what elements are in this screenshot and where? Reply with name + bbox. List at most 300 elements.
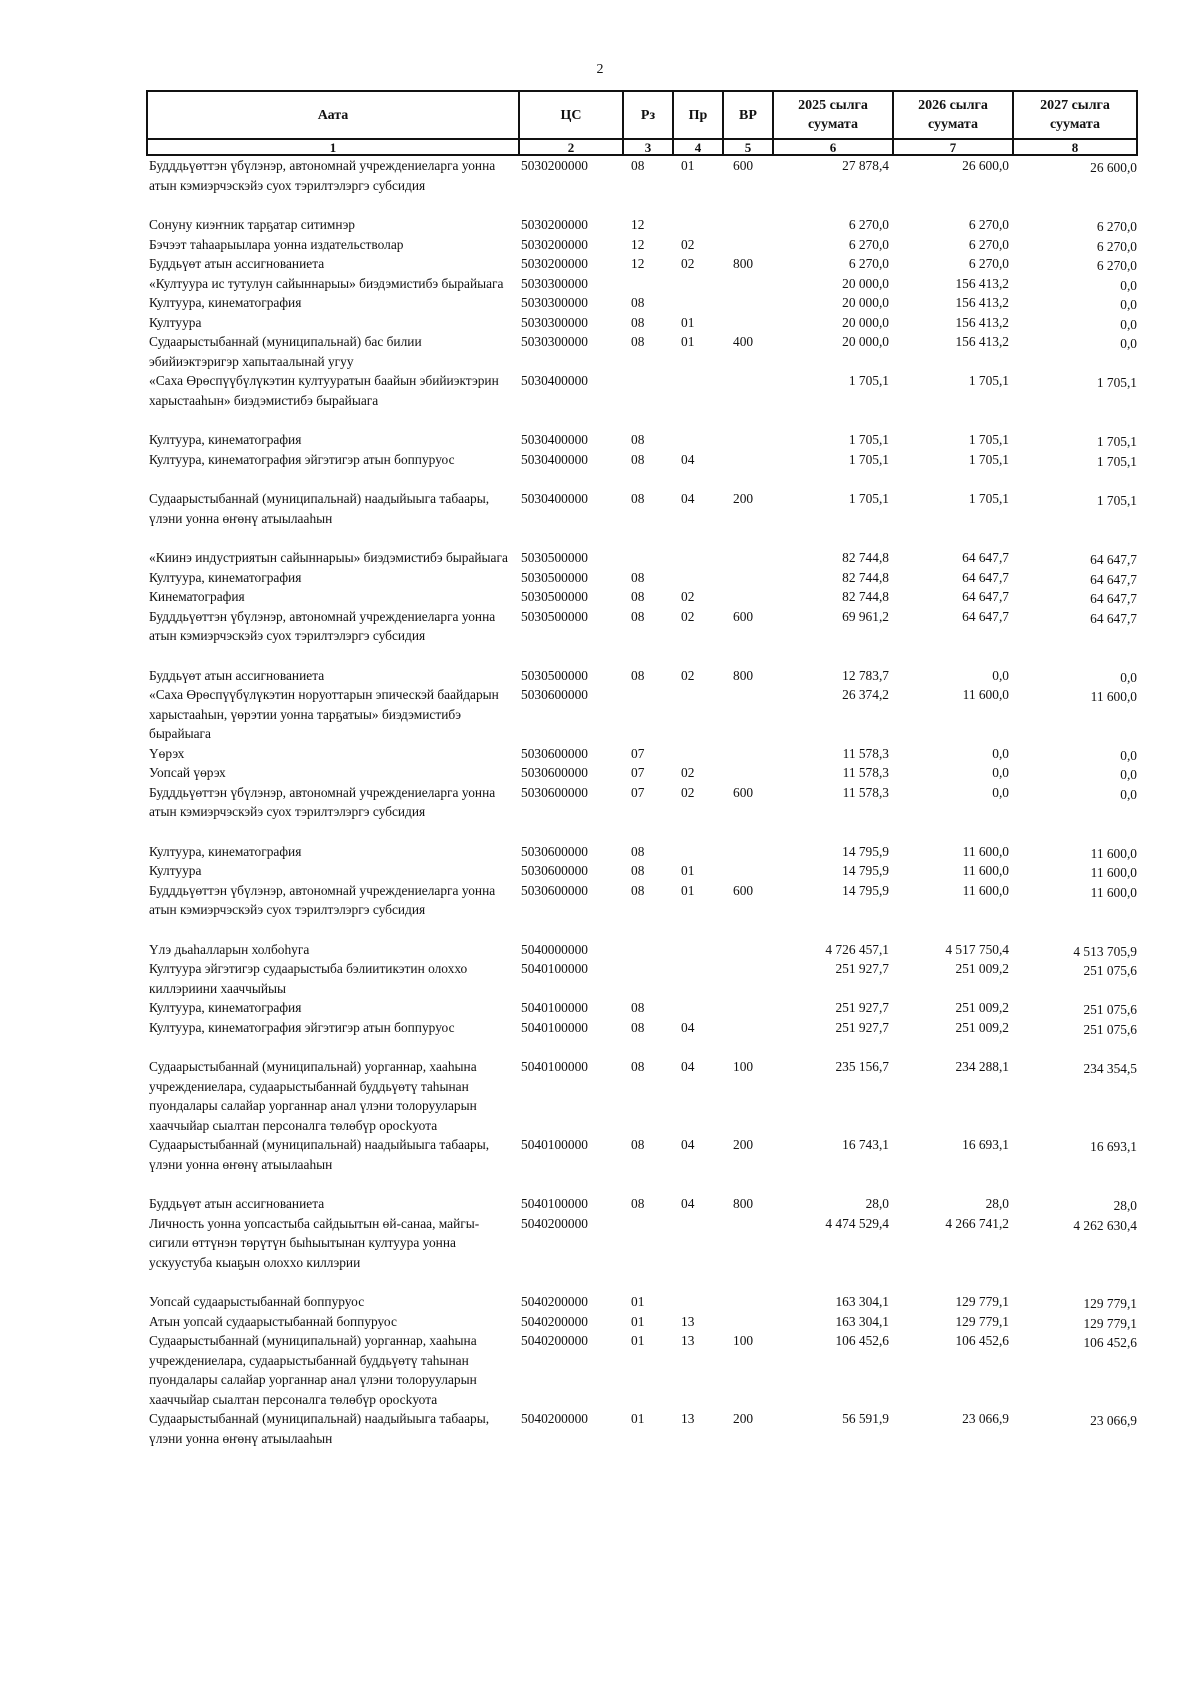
row-name: Култуура эйгэтигэр судаарыстыба бэлиитикэтин олоххо киллэриини хааччыйыы	[149, 961, 468, 996]
row-amount-2027	[1013, 666, 1137, 686]
row-amount-2027	[1013, 215, 1137, 235]
table-row	[147, 783, 1137, 842]
row-vr	[723, 313, 773, 333]
row-amount-2027-text: 251 075,6	[1083, 1021, 1137, 1037]
row-vr: 200	[733, 1137, 754, 1152]
row-amount-2027	[1013, 568, 1137, 588]
row-cs: 5040100000	[521, 1059, 588, 1074]
row-amount-2025: 1 705,1	[848, 432, 889, 447]
row-cs: 5040100000	[521, 1196, 588, 1211]
row-amount-2026: 23 066,9	[962, 1411, 1009, 1426]
table-row	[147, 607, 1137, 666]
page-number-text: 2	[596, 62, 604, 77]
row-amount-2025: 20 000,0	[842, 275, 889, 291]
row-amount-2026: 0,0	[992, 765, 1009, 780]
row-amount-2027-text: 0,0	[1120, 669, 1137, 685]
row-vr: 600	[733, 158, 754, 173]
row-amount-2026: 1 705,1	[968, 491, 1009, 506]
row-amount-2026: 6 270,0	[968, 217, 1009, 232]
row-name: Будддьүөттэн үбүлэнэр, автономнай учреждениеларга уонна атын кэмиэрчэскэйэ суох тэрилтэлэргэ субсидия	[149, 882, 496, 917]
row-amount-2025: 14 795,9	[842, 843, 889, 859]
row-cs: 5030600000	[521, 687, 588, 702]
row-pr: 04	[681, 1196, 695, 1211]
row-amount-2025: 69 961,2	[842, 608, 889, 624]
row-amount-2027	[1013, 842, 1137, 862]
row-name: «Култуура ис тутулун сайыннарыы» биэдэмистибэ бырайыага	[149, 275, 504, 291]
row-pr	[673, 959, 723, 998]
row-rz: 01	[631, 1313, 645, 1329]
row-amount-2026: 129 779,1	[955, 1294, 1009, 1309]
row-pr: 02	[681, 667, 695, 683]
row-amount-2026: 156 413,2	[955, 334, 1009, 349]
row-rz: 12	[631, 217, 645, 232]
row-amount-2027	[1013, 881, 1137, 940]
table-row	[147, 313, 1137, 333]
row-vr	[723, 371, 773, 430]
row-rz: 12	[631, 236, 645, 252]
row-name: Будддьүөттэн үбүлэнэр, автономнай учреждениеларга уонна атын кэмиэрчэскэйэ суох тэрилтэлэргэ субсидия	[149, 158, 496, 193]
row-name: Судаарыстыбаннай (муниципальнай) бас билии эбийиэктэригэр хапытаалынай угуу	[149, 334, 422, 369]
row-amount-2026: 1 705,1	[968, 432, 1009, 447]
row-amount-2026: 129 779,1	[955, 1313, 1009, 1329]
row-pr: 04	[681, 1019, 695, 1035]
table-row	[147, 235, 1137, 255]
row-amount-2027-text: 1 705,1	[1096, 453, 1137, 469]
row-amount-2025: 1 705,1	[848, 491, 889, 506]
row-amount-2027-text: 0,0	[1120, 786, 1137, 802]
header-name: Аата	[147, 91, 519, 139]
row-cs: 5040100000	[521, 1000, 588, 1015]
row-rz	[623, 685, 673, 744]
row-pr	[673, 548, 723, 568]
row-pr	[673, 274, 723, 294]
row-amount-2025: 56 591,9	[842, 1411, 889, 1426]
row-pr: 04	[681, 1059, 695, 1074]
row-rz: 08	[631, 491, 645, 506]
row-amount-2027	[1013, 450, 1137, 490]
row-amount-2027-text: 0,0	[1120, 336, 1137, 351]
row-amount-2027	[1013, 313, 1137, 333]
row-rz: 01	[631, 1411, 645, 1426]
row-pr	[673, 293, 723, 313]
row-cs: 5040100000	[521, 961, 588, 976]
row-amount-2025: 16 743,1	[842, 1137, 889, 1152]
row-amount-2025: 27 878,4	[842, 158, 889, 173]
row-cs: 5030400000	[521, 373, 588, 388]
row-amount-2026: 0,0	[992, 667, 1009, 683]
row-pr	[673, 685, 723, 744]
row-vr	[723, 959, 773, 998]
row-pr: 04	[681, 1137, 695, 1152]
row-cs: 5030200000	[521, 236, 588, 252]
row-name: Култуура, кинематография эйгэтигэр атын боппуруос	[149, 451, 455, 467]
row-name: Буддьүөт атын ассигнованиета	[149, 667, 325, 683]
row-cs: 5030600000	[521, 765, 588, 780]
row-amount-2027	[1013, 254, 1137, 274]
row-name: Култуура, кинематография	[149, 569, 302, 585]
row-name: Култуура, кинематография эйгэтигэр атын боппуруос	[149, 1019, 455, 1035]
budget-table	[146, 90, 1138, 1448]
row-amount-2027-text: 1 705,1	[1096, 375, 1137, 390]
row-name: Сонуну киэҥник тарҕатар ситимнэр	[149, 217, 356, 232]
row-cs: 5040200000	[521, 1294, 588, 1309]
row-amount-2025: 6 270,0	[848, 256, 889, 271]
header-number-6: 6	[773, 139, 893, 155]
row-amount-2027-text: 64 647,7	[1090, 571, 1137, 587]
header-number-5: 5	[723, 139, 773, 155]
row-name: Култуура, кинематография	[149, 295, 302, 310]
row-amount-2025: 82 744,8	[842, 589, 889, 604]
row-rz: 08	[631, 1137, 645, 1152]
row-vr	[723, 450, 773, 490]
row-name: Будддьүөттэн үбүлэнэр, автономнай учреждениеларга уонна атын кэмиэрчэскэйэ суох тэрилтэлэргэ субсидия	[149, 784, 496, 819]
row-rz	[623, 940, 673, 960]
row-rz: 07	[631, 784, 645, 800]
row-rz: 08	[631, 667, 645, 683]
budget-table-container	[146, 90, 1136, 1448]
table-row	[147, 1292, 1137, 1312]
header-rz: Рз	[623, 91, 673, 139]
header-number-4: 4	[673, 139, 723, 155]
row-amount-2027-text: 23 066,9	[1090, 1413, 1137, 1428]
row-amount-2027	[1013, 293, 1137, 313]
row-name: Култуура	[149, 863, 202, 878]
row-amount-2026: 64 647,7	[962, 569, 1009, 585]
table-row	[147, 1409, 1137, 1448]
row-cs: 5030600000	[521, 784, 588, 800]
table-body	[147, 155, 1137, 1448]
row-amount-2025: 12 783,7	[842, 667, 889, 683]
row-cs: 5030300000	[521, 295, 588, 310]
row-pr	[673, 568, 723, 588]
header-number-3: 3	[623, 139, 673, 155]
row-name: Кинематография	[149, 589, 245, 604]
row-amount-2027	[1013, 1018, 1137, 1058]
row-amount-2027	[1013, 1331, 1137, 1409]
row-amount-2025: 251 927,7	[835, 961, 889, 976]
row-amount-2025: 6 270,0	[848, 236, 889, 252]
row-amount-2026: 251 009,2	[955, 1019, 1009, 1035]
row-name: Култуура, кинематография	[149, 843, 302, 859]
row-pr: 01	[681, 158, 695, 173]
row-amount-2027	[1013, 371, 1137, 430]
row-rz: 01	[631, 1333, 645, 1348]
header-2025: 2025 сылга суумата	[773, 91, 893, 139]
row-pr: 02	[681, 784, 695, 800]
row-amount-2027-text: 251 075,6	[1083, 1002, 1137, 1017]
row-pr: 13	[681, 1313, 695, 1329]
row-name: Буддьүөт атын ассигнованиета	[149, 256, 325, 271]
row-name: Уопсай судаарыстыбаннай боппуруос	[149, 1294, 365, 1309]
row-amount-2027-text: 4 513 705,9	[1073, 943, 1137, 959]
row-amount-2027	[1013, 235, 1137, 255]
row-amount-2025: 6 270,0	[848, 217, 889, 232]
row-amount-2027	[1013, 548, 1137, 568]
row-cs: 5030400000	[521, 432, 588, 447]
row-amount-2025: 11 578,3	[842, 765, 889, 780]
row-amount-2027-text: 11 600,0	[1090, 884, 1137, 900]
row-amount-2027-text: 11 600,0	[1090, 689, 1137, 704]
row-rz	[623, 371, 673, 430]
row-name: Уопсай үөрэх	[149, 765, 226, 780]
row-vr	[723, 1214, 773, 1293]
row-amount-2027-text: 129 779,1	[1083, 1296, 1137, 1311]
table-row	[147, 763, 1137, 783]
table-row	[147, 861, 1137, 881]
row-amount-2026: 251 009,2	[955, 1000, 1009, 1015]
row-amount-2027	[1013, 1409, 1137, 1448]
row-pr: 04	[681, 451, 695, 467]
row-vr	[723, 1018, 773, 1058]
row-cs: 5030200000	[521, 256, 588, 271]
table-row	[147, 371, 1137, 430]
row-name: Буддьүөт атын ассигнованиета	[149, 1196, 325, 1211]
row-cs: 5030400000	[521, 491, 588, 506]
row-rz	[623, 548, 673, 568]
row-rz: 07	[631, 765, 645, 780]
table-row	[147, 587, 1137, 607]
row-amount-2027	[1013, 861, 1137, 881]
row-amount-2025: 82 744,8	[842, 550, 889, 565]
row-amount-2027-text: 0,0	[1120, 747, 1137, 763]
row-amount-2027-text: 0,0	[1120, 316, 1137, 332]
row-amount-2027	[1013, 959, 1137, 998]
row-amount-2027	[1013, 155, 1137, 215]
row-cs: 5030300000	[521, 334, 588, 349]
row-amount-2027-text: 0,0	[1120, 767, 1137, 782]
row-pr	[673, 744, 723, 764]
row-name: Бэчээт таһаарыылара уонна издательстволар	[149, 236, 404, 252]
row-vr: 600	[733, 882, 754, 898]
row-amount-2025: 11 578,3	[842, 784, 889, 800]
row-vr	[723, 861, 773, 881]
row-vr	[723, 685, 773, 744]
row-cs: 5030500000	[521, 550, 588, 565]
row-amount-2026: 64 647,7	[962, 550, 1009, 565]
table-row	[147, 293, 1137, 313]
row-amount-2025: 235 156,7	[835, 1059, 889, 1074]
row-cs: 5030500000	[521, 589, 588, 604]
row-name: «Саха Өрөспүүбүлүкэтин култууратын баайын эбийиэктэрин харыстааһын» биэдэмистибэ бырайыага	[149, 373, 499, 408]
row-amount-2027-text: 26 600,0	[1090, 160, 1137, 175]
row-pr: 02	[681, 589, 695, 604]
row-amount-2027	[1013, 1057, 1137, 1135]
row-amount-2027-text: 64 647,7	[1090, 610, 1137, 626]
row-amount-2025: 20 000,0	[842, 334, 889, 349]
row-cs: 5030600000	[521, 863, 588, 878]
row-cs: 5030400000	[521, 451, 588, 467]
row-vr	[723, 744, 773, 764]
table-row	[147, 332, 1137, 371]
header-cs: ЦС	[519, 91, 623, 139]
row-name: Судаарыстыбаннай (муниципальнай) уорганнар, хааһына учреждениелара, судаарыстыбаннай буддьүөтү таһынан пуондалары салайар уорганнар анал үлэни толорууларын хааччыйар сыалтан персоналга төлөбүр оросkуота	[149, 1059, 477, 1133]
row-amount-2026: 11 600,0	[962, 843, 1009, 859]
row-amount-2027-text: 6 270,0	[1096, 258, 1137, 273]
row-cs: 5040200000	[521, 1411, 588, 1426]
row-vr: 800	[733, 1196, 754, 1211]
row-vr: 600	[733, 608, 754, 624]
table-row	[147, 1194, 1137, 1214]
row-rz: 08	[631, 1059, 645, 1074]
table-row	[147, 1331, 1137, 1409]
row-amount-2026: 0,0	[992, 784, 1009, 800]
row-amount-2027	[1013, 1194, 1137, 1214]
row-name: Култуура, кинематография	[149, 1000, 302, 1015]
header-2026: 2026 сылга суумата	[893, 91, 1013, 139]
row-pr: 13	[681, 1333, 695, 1348]
row-pr: 02	[681, 256, 695, 271]
row-cs: 5030200000	[521, 217, 588, 232]
row-amount-2026: 156 413,2	[955, 314, 1009, 330]
row-vr	[723, 215, 773, 235]
row-amount-2027	[1013, 763, 1137, 783]
row-rz: 01	[631, 1294, 645, 1309]
row-vr	[723, 842, 773, 862]
row-cs: 5040200000	[521, 1313, 588, 1329]
row-amount-2026: 1 705,1	[968, 451, 1009, 467]
row-vr: 200	[733, 1411, 754, 1426]
row-vr	[723, 274, 773, 294]
row-pr	[673, 842, 723, 862]
row-amount-2027-text: 6 270,0	[1096, 219, 1137, 234]
row-vr	[723, 998, 773, 1018]
row-pr: 01	[681, 314, 695, 330]
row-vr: 400	[733, 334, 754, 349]
row-amount-2027-text: 251 075,6	[1083, 963, 1137, 978]
row-vr: 600	[733, 784, 754, 800]
row-pr: 02	[681, 765, 695, 780]
table-row	[147, 215, 1137, 235]
row-amount-2026: 11 600,0	[962, 687, 1009, 702]
header-number-2: 2	[519, 139, 623, 155]
header-2027: 2027 сылга суумата	[1013, 91, 1137, 139]
row-pr	[673, 430, 723, 450]
row-vr	[723, 293, 773, 313]
row-amount-2027-text: 0,0	[1120, 277, 1137, 293]
row-rz: 08	[631, 1000, 645, 1015]
row-amount-2027-text: 4 262 630,4	[1073, 1217, 1137, 1233]
row-pr	[673, 1292, 723, 1312]
row-rz: 08	[631, 334, 645, 349]
row-amount-2025: 11 578,3	[842, 745, 889, 761]
row-cs: 5040200000	[521, 1333, 588, 1348]
row-amount-2026: 251 009,2	[955, 961, 1009, 976]
row-amount-2027	[1013, 1214, 1137, 1293]
table-row	[147, 548, 1137, 568]
row-amount-2025: 163 304,1	[835, 1294, 889, 1309]
row-rz: 08	[631, 295, 645, 310]
row-amount-2025: 251 927,7	[835, 1019, 889, 1035]
row-amount-2026: 64 647,7	[962, 608, 1009, 624]
row-pr: 02	[681, 236, 695, 252]
row-rz: 08	[631, 158, 645, 173]
row-amount-2026: 11 600,0	[962, 882, 1009, 898]
row-amount-2025: 20 000,0	[842, 295, 889, 310]
row-pr: 02	[681, 608, 695, 624]
row-name: Култуура, кинематография	[149, 432, 302, 447]
row-pr: 01	[681, 882, 695, 898]
row-amount-2027-text: 1 705,1	[1096, 493, 1137, 508]
row-rz: 08	[631, 608, 645, 624]
row-pr: 04	[681, 491, 695, 506]
row-amount-2025: 4 474 529,4	[825, 1215, 889, 1231]
row-rz: 08	[631, 432, 645, 447]
header-number-8: 8	[1013, 139, 1137, 155]
row-amount-2026: 156 413,2	[955, 295, 1009, 310]
table-row	[147, 274, 1137, 294]
row-pr	[673, 1214, 723, 1293]
row-vr: 200	[733, 491, 754, 506]
row-amount-2027-text: 234 354,5	[1083, 1061, 1137, 1076]
row-name: Үөрэх	[149, 745, 185, 761]
row-amount-2025: 14 795,9	[842, 863, 889, 878]
table-row	[147, 881, 1137, 940]
table-row	[147, 1018, 1137, 1058]
row-amount-2027-text: 129 779,1	[1083, 1315, 1137, 1331]
row-cs: 5030300000	[521, 275, 588, 291]
row-amount-2027	[1013, 332, 1137, 371]
row-amount-2025: 28,0	[865, 1196, 889, 1211]
row-rz: 08	[631, 843, 645, 859]
row-amount-2027-text: 11 600,0	[1090, 845, 1137, 861]
row-rz: 08	[631, 1019, 645, 1035]
table-row	[147, 940, 1137, 960]
row-rz: 08	[631, 863, 645, 878]
row-amount-2026: 156 413,2	[955, 275, 1009, 291]
row-vr	[723, 235, 773, 255]
header-pr: Пр	[673, 91, 723, 139]
row-amount-2026: 6 270,0	[968, 236, 1009, 252]
row-amount-2027	[1013, 783, 1137, 842]
row-amount-2027	[1013, 1135, 1137, 1194]
row-rz: 08	[631, 882, 645, 898]
page-number	[0, 62, 1200, 78]
row-amount-2025: 251 927,7	[835, 1000, 889, 1015]
row-rz: 12	[631, 256, 645, 271]
table-header	[147, 91, 1137, 155]
row-amount-2027	[1013, 1312, 1137, 1332]
row-rz: 08	[631, 1196, 645, 1211]
row-amount-2026: 6 270,0	[968, 256, 1009, 271]
row-amount-2027-text: 0,0	[1120, 297, 1137, 312]
row-name: Судаарыстыбаннай (муниципальнай) наадыйыыга табаары, үлэни уонна өҥөнү атыылааһын	[149, 1137, 490, 1172]
row-amount-2026: 234 288,1	[955, 1059, 1009, 1074]
table-row	[147, 568, 1137, 588]
row-amount-2025: 82 744,8	[842, 569, 889, 585]
row-vr	[723, 1312, 773, 1332]
table-row	[147, 430, 1137, 450]
row-amount-2026: 64 647,7	[962, 589, 1009, 604]
row-amount-2027-text: 106 452,6	[1083, 1335, 1137, 1350]
row-amount-2027	[1013, 607, 1137, 666]
row-amount-2027-text: 11 600,0	[1090, 865, 1137, 880]
row-amount-2025: 1 705,1	[848, 373, 889, 388]
row-amount-2025: 106 452,6	[835, 1333, 889, 1348]
table-row	[147, 666, 1137, 686]
row-amount-2027-text: 28,0	[1113, 1198, 1137, 1213]
row-name: Судаарыстыбаннай (муниципальнай) наадыйыыга табаары, үлэни уонна өҥөнү атыылааһын	[149, 491, 490, 526]
row-amount-2026: 106 452,6	[955, 1333, 1009, 1348]
row-amount-2027	[1013, 998, 1137, 1018]
row-amount-2026: 16 693,1	[962, 1137, 1009, 1152]
row-cs: 5030600000	[521, 843, 588, 859]
row-name: Личность уонна уопсастыба сайдыытын өй-санаа, майгы-сигили өттүнэн төрүтүн быһыытынан култуура уонна ускуустуба кыаҕын олохxо киллэрии	[149, 1215, 480, 1270]
row-amount-2027-text: 16 693,1	[1090, 1139, 1137, 1154]
row-name: Будддьүөттэн үбүлэнэр, автономнай учреждениеларга уонна атын кэмиэрчэскэйэ суох тэрилтэлэргэ субсидия	[149, 608, 496, 643]
row-vr	[723, 1292, 773, 1312]
row-vr: 100	[733, 1333, 754, 1348]
row-rz	[623, 274, 673, 294]
